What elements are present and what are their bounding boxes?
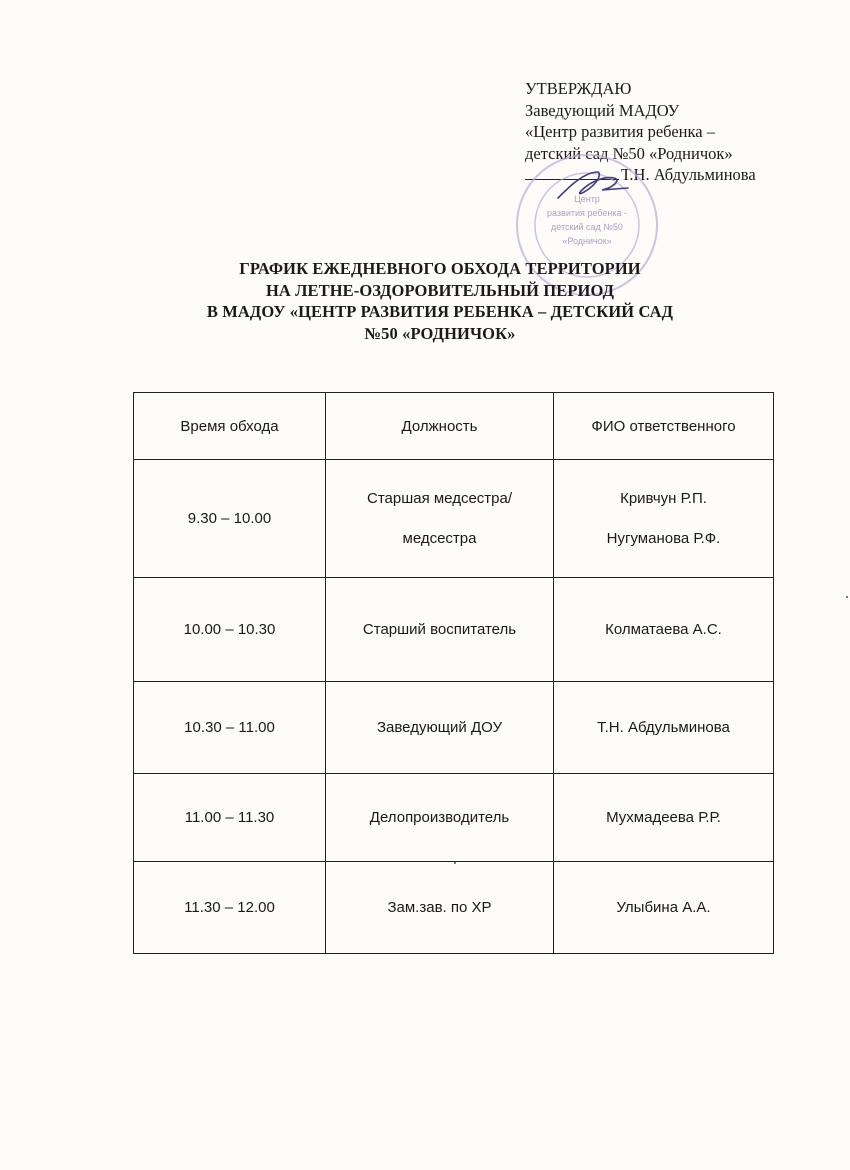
approval-heading: УТВЕРЖДАЮ <box>525 79 632 98</box>
stamp-text-2: развития ребенка - <box>547 208 627 218</box>
table-row <box>134 862 774 954</box>
header-responsible: ФИО ответственного <box>554 393 774 460</box>
scan-speck <box>846 596 848 598</box>
approval-org-line1: «Центр развития ребенка – <box>525 122 715 141</box>
name-cell: Улыбина А.А. <box>554 862 774 954</box>
title-line-2: НА ЛЕТНЕ-ОЗДОРОВИТЕЛЬНЫЙ ПЕРИОД <box>265 280 615 300</box>
stamp-text-3: детский сад №50 <box>551 222 623 232</box>
time-cell: 10.00 – 10.30 <box>134 578 326 682</box>
name-cell: Т.Н. Абдульминова <box>554 682 774 774</box>
position-cell <box>326 460 554 578</box>
header-time: Время обхода <box>134 393 326 460</box>
header-position: Должность <box>326 393 554 460</box>
position-cell: Заведующий ДОУ <box>326 682 554 774</box>
position-line: Старшая медсестра/ <box>366 489 513 507</box>
time-cell: 10.30 – 11.00 <box>134 682 326 774</box>
name-line: Кривчун Р.П. <box>620 489 707 507</box>
document-title <box>130 258 750 344</box>
scan-speck <box>454 862 456 864</box>
table-row <box>134 774 774 862</box>
approval-org-line2: детский сад №50 «Родничок» <box>525 143 733 163</box>
position-cell: Делопроизводитель <box>326 774 554 862</box>
title-line-1: ГРАФИК ЕЖЕДНЕВНОГО ОБХОДА ТЕРРИТОРИИ <box>239 259 641 278</box>
name-line: Нугуманова Р.Ф. <box>606 529 721 547</box>
table-header-row <box>134 393 774 460</box>
table-row <box>134 578 774 682</box>
schedule-table <box>133 392 774 954</box>
time-cell: 11.30 – 12.00 <box>134 862 326 954</box>
stamp-text-1: Центр <box>574 194 600 204</box>
approval-signer-name: Т.Н. Абдульминова <box>621 165 756 184</box>
table-row <box>134 682 774 774</box>
time-cell: 11.00 – 11.30 <box>134 774 326 862</box>
stamp-text-4: «Родничок» <box>562 236 612 246</box>
signature-scribble <box>552 168 632 202</box>
table-row <box>134 460 774 578</box>
name-cell: Колматаева А.С. <box>554 578 774 682</box>
position-cell: Старший воспитатель <box>326 578 554 682</box>
name-cell <box>554 460 774 578</box>
approval-position: Заведующий МАДОУ <box>525 100 680 120</box>
time-cell: 9.30 – 10.00 <box>134 460 326 578</box>
title-line-4: №50 «РОДНИЧОК» <box>364 323 516 343</box>
position-line: медсестра <box>402 529 477 547</box>
name-cell: Мухмадеева Р.Р. <box>554 774 774 862</box>
position-cell: Зам.зав. по ХР <box>326 862 554 954</box>
title-line-3: В МАДОУ «ЦЕНТР РАЗВИТИЯ РЕБЕНКА – ДЕТСКИЙ САД <box>206 302 674 321</box>
